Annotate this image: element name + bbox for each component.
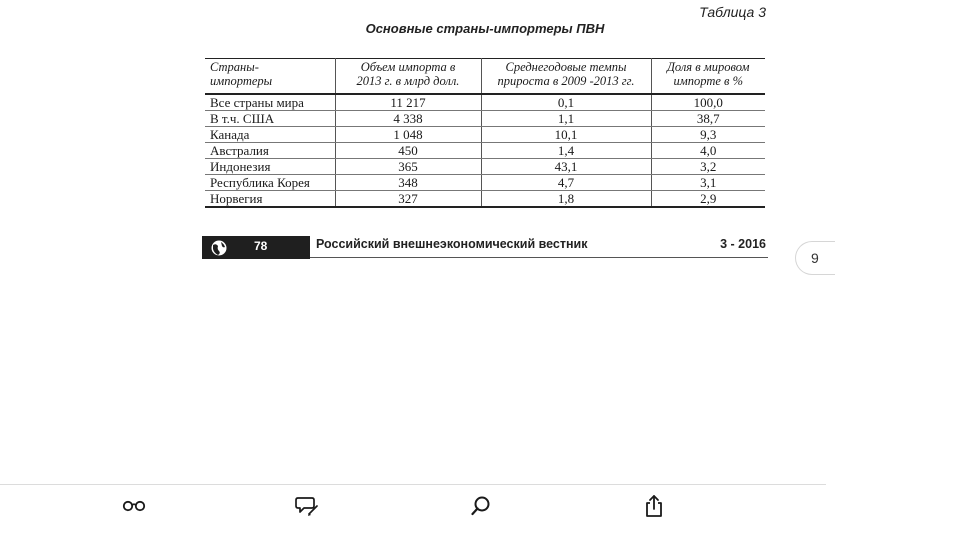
cell-country: Все страны мира <box>205 94 335 111</box>
cell-volume: 348 <box>335 175 481 191</box>
cell-share: 9,3 <box>651 127 765 143</box>
bottom-toolbar <box>0 485 960 540</box>
search-icon <box>470 495 492 522</box>
table-header-row <box>205 59 765 95</box>
cell-volume: 4 338 <box>335 111 481 127</box>
cell-volume: 365 <box>335 159 481 175</box>
page-indicator-number: 9 <box>811 250 819 266</box>
data-table <box>205 58 765 208</box>
comments-button[interactable] <box>290 491 324 525</box>
cell-growth: 4,7 <box>481 175 651 191</box>
table-row <box>205 175 765 191</box>
cell-share: 3,1 <box>651 175 765 191</box>
page-footer <box>202 236 768 260</box>
cell-country: Республика Корея <box>205 175 335 191</box>
table-row <box>205 111 765 127</box>
glasses-icon <box>122 499 146 518</box>
cell-growth: 1,4 <box>481 143 651 159</box>
table-title: Основные страны-импортеры ПВН <box>365 21 605 36</box>
cell-country: Канада <box>205 127 335 143</box>
cell-growth: 43,1 <box>481 159 651 175</box>
cell-growth: 10,1 <box>481 127 651 143</box>
cell-growth: 0,1 <box>481 94 651 111</box>
footer-rule <box>310 257 768 258</box>
share-icon <box>644 494 664 523</box>
header-volume: Объем импорта в 2013 г. в млрд долл. <box>335 59 481 95</box>
page-indicator[interactable] <box>795 241 835 275</box>
table-row <box>205 143 765 159</box>
cell-country: В т.ч. США <box>205 111 335 127</box>
cell-share: 2,9 <box>651 191 765 208</box>
table-row <box>205 159 765 175</box>
globe-icon <box>210 239 228 257</box>
search-button[interactable] <box>464 491 498 525</box>
header-share: Доля в мировом импорте в % <box>651 59 765 95</box>
footer-page-block <box>202 236 310 259</box>
footer-journal-title: Российский внешнеэкономический вестник <box>316 237 588 251</box>
cell-volume: 1 048 <box>335 127 481 143</box>
cell-volume: 11 217 <box>335 94 481 111</box>
cell-volume: 450 <box>335 143 481 159</box>
header-growth: Среднегодовые темпы прироста в 2009 -2013 гг. <box>481 59 651 95</box>
header-country: Страны- импортеры <box>205 59 335 95</box>
cell-share: 38,7 <box>651 111 765 127</box>
cell-country: Норвегия <box>205 191 335 208</box>
cell-volume: 327 <box>335 191 481 208</box>
table-row <box>205 127 765 143</box>
cell-country: Индонезия <box>205 159 335 175</box>
cell-growth: 1,1 <box>481 111 651 127</box>
cell-growth: 1,8 <box>481 191 651 208</box>
cell-share: 3,2 <box>651 159 765 175</box>
cell-share: 100,0 <box>651 94 765 111</box>
cell-share: 4,0 <box>651 143 765 159</box>
share-button[interactable] <box>637 491 671 525</box>
footer-page-number: 78 <box>254 239 268 253</box>
table-row <box>205 191 765 208</box>
cell-country: Австралия <box>205 143 335 159</box>
table-row <box>205 94 765 111</box>
table-label: Таблица 3 <box>699 4 766 20</box>
chat-icon <box>295 495 319 522</box>
footer-issue: 3 - 2016 <box>720 237 766 251</box>
reading-mode-button[interactable] <box>117 491 151 525</box>
